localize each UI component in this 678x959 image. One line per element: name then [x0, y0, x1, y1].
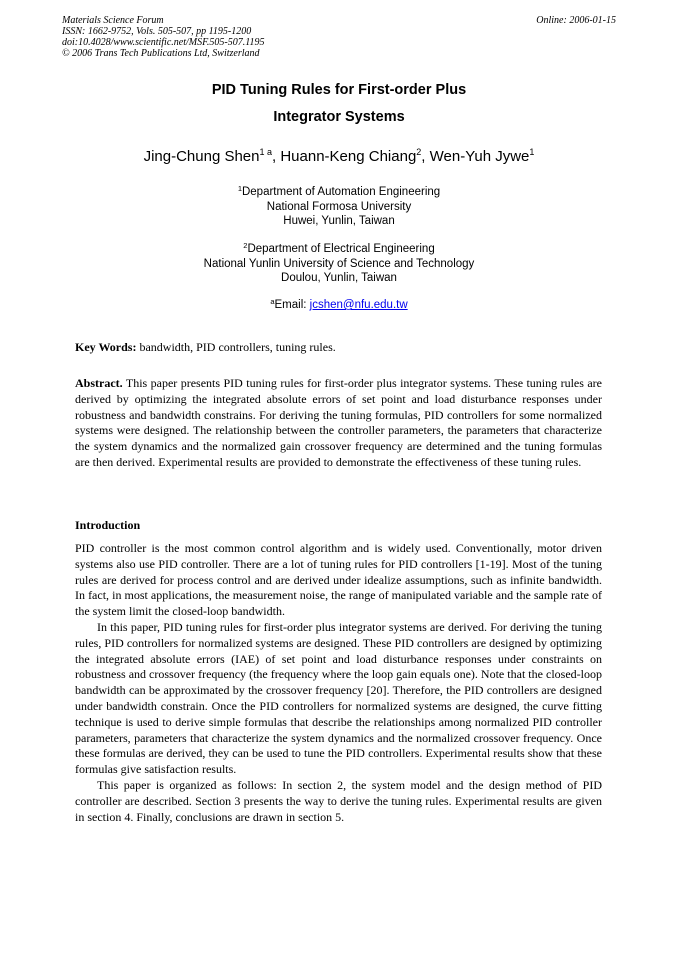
paragraph: This paper is organized as follows: In section 2, the system model and the design method of PID controller are described. Section 3 presents the way to derive the tuning rules. Experimental results are given in section 4. Finally, conclusions are drawn in section 5. [75, 777, 602, 824]
location: Doulou, Yunlin, Taiwan [281, 272, 397, 284]
abstract-label: Abstract. [75, 376, 123, 390]
paper-title-line-1: PID Tuning Rules for First-order Plus [211, 82, 467, 98]
keywords-label: Key Words: [75, 340, 137, 354]
abstract [75, 376, 602, 471]
paragraph: In this paper, PID tuning rules for first-order plus integrator systems are derived. For deriving the tuning rules, PID controllers for normalized systems are designed. These PID controllers are designed by optimizing the integrated absolute errors (IAE) of set point and load disturbance responses under constraints on robustness and crossover frequency (the frequency where the loop gain equals one). Note that the closed-loop bandwidth can be approximated by the crossover frequency [20]. Therefore, the PID controllers are designed under bandwidth constrain. Once the PID controllers for normalized systems are designed, the curve fitting technique is used to derive simple formulas that describe the relationships among normalized PID controller parameters, parameters that characterize the system dynamics and the normalized crossover frequency. Once these formulas are derived, they can be used to tune the PID controllers. Experimental results show that these formulas give satisfaction results. [75, 619, 602, 777]
affiliation-mark: 2 [243, 241, 248, 250]
keywords-text: bandwidth, PID controllers, tuning rules. [136, 340, 336, 354]
author-affiliation-mark: 1 [529, 147, 535, 157]
email-label: Email: [274, 299, 310, 311]
affiliation-2 [0, 242, 678, 286]
author-list [0, 148, 678, 165]
online-date: Online: 2006-01-15 [536, 15, 616, 26]
journal-name: Materials Science Forum [62, 15, 164, 26]
author-name: , Huann-Keng Chiang [272, 148, 417, 165]
doi-line: doi:10.4028/www.scientific.net/MSF.505-507.1195 [62, 37, 265, 48]
department: Department of Electrical Engineering [247, 243, 435, 255]
author-name: Jing-Chung Shen [143, 148, 260, 165]
paper-title-line-2: Integrator Systems [273, 109, 405, 125]
introduction-body [75, 541, 602, 825]
email-link[interactable]: jcshen@nfu.edu.tw [309, 299, 408, 311]
contact-email [0, 298, 678, 313]
institution: National Yunlin University of Science and Technology [203, 257, 475, 270]
institution: National Formosa University [266, 200, 412, 213]
copyright-line: © 2006 Trans Tech Publications Ltd, Switzerland [62, 48, 260, 59]
paragraph: PID controller is the most common control algorithm and is widely used. Conventionally, motor driven systems also use PID controller. There are a lot of tuning rules for PID controllers [1-19]. Most of the tuning rules are derived for process control and are derived under idealize assumptions, such as infinite bandwidth. In fact, in most applications, the measurement noise, the range of manipulated variable and the sample rate of the system limit the closed-loop bandwidth. [75, 541, 602, 619]
issn-line: ISSN: 1662-9752, Vols. 505-507, pp 1195-1200 [62, 26, 252, 37]
section-heading-introduction: Introduction [75, 518, 141, 532]
location: Huwei, Yunlin, Taiwan [283, 215, 395, 227]
author-affiliation-mark: 1 a [259, 147, 273, 157]
abstract-text: This paper presents PID tuning rules for first-order plus integrator systems. These tuning rules are derived by optimizing the integrated absolute errors of set point and load disturbance responses under robustness and bandwidth constrains. For deriving the tuning formulas, PID controllers for some normalized systems were designed. The relationship between the controller parameters, the parameters that characterize the system dynamics and the normalized gain crossover frequency are determined and the tuning formulas are then derived. Experimental results are provided to demonstrate the effectiveness of these tuning rules. [75, 376, 602, 469]
email-mark: a [270, 297, 275, 306]
affiliation-1 [0, 185, 678, 229]
affiliation-mark: 1 [237, 184, 242, 193]
keywords [75, 340, 602, 356]
department: Department of Automation Engineering [241, 186, 441, 198]
author-affiliation-mark: 2 [416, 147, 422, 157]
author-name: , Wen-Yuh Jywe [421, 148, 530, 165]
journal-header [62, 15, 616, 59]
